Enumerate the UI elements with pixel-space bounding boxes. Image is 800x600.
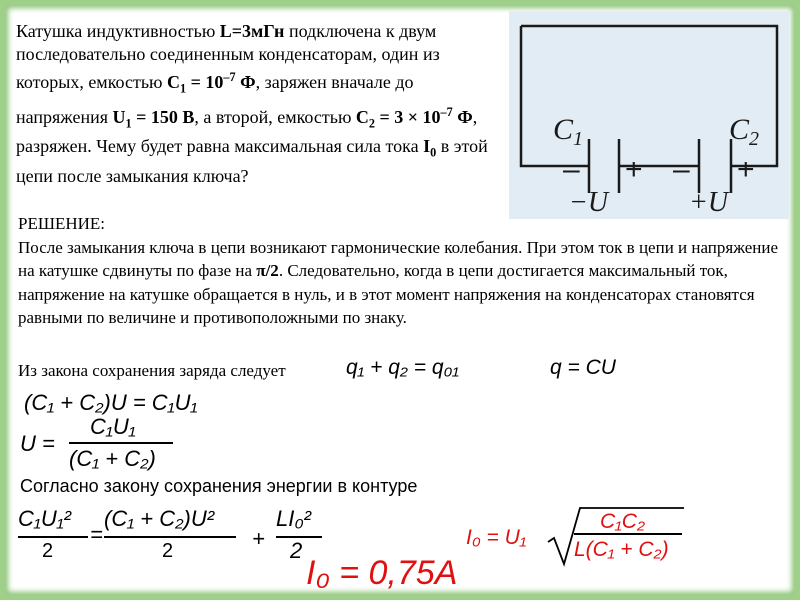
phase-shift: π/2 <box>256 261 279 280</box>
c1-voltage-label: −U <box>569 187 609 218</box>
u1-value: = 150 В <box>131 106 195 127</box>
i0-subscript: 0 <box>430 145 437 160</box>
c1-unit: Ф <box>235 72 256 92</box>
charge-equation: (C₁ + C₂)U = C₁U₁ <box>24 390 198 415</box>
charge-law-text: Из закона сохранения заряда следует <box>18 361 286 380</box>
energy-term1-numerator: C₁U₁² <box>18 506 71 531</box>
u1-symbol: U <box>112 106 126 127</box>
c2-label: $C_2$ <box>729 113 760 150</box>
charge-cu-formula: q = CU <box>550 356 616 379</box>
u1-subscript: 1 <box>125 116 132 131</box>
fraction-bar <box>104 536 236 538</box>
problem-text: в этой цепи после замыкания ключа? <box>16 136 488 186</box>
problem-text: Катушка индуктивностью <box>16 21 220 41</box>
problem-text: , а второй, емкостью <box>194 106 356 127</box>
energy-term1-denominator: 2 <box>42 540 54 562</box>
energy-term2-numerator: (C₁ + C₂)U² <box>104 506 215 531</box>
solution-text-part: После замыкания ключа в цепи возникают гармонические колебания. При этом ток в цепи и напряжение на катушке сдвинуты по фазе на <box>18 237 779 280</box>
answer: I₀ = 0,75A <box>306 554 458 592</box>
i0-symbol: I <box>423 136 431 157</box>
c2-subscript: 2 <box>368 116 376 131</box>
c1-symbol: C <box>167 72 180 92</box>
circuit-svg <box>509 11 789 219</box>
problem-statement <box>16 20 496 188</box>
energy-term3-numerator: LI₀² <box>276 506 311 531</box>
slide <box>6 6 794 594</box>
current-formula-denominator: L(C₁ + C₂) <box>574 538 669 561</box>
solution-text <box>18 212 788 330</box>
problem-text: , разряжен. Чему будет равна максимальная сила тока <box>16 106 478 157</box>
c1-minus-sign: – <box>563 153 580 186</box>
energy-term2-denominator: 2 <box>162 540 174 562</box>
energy-term3-denominator: 2 <box>290 538 303 563</box>
c1-value: = 10 <box>186 72 224 92</box>
c1-subscript: 1 <box>180 81 187 96</box>
c2-value: = 3 × 10 <box>375 106 441 127</box>
voltage-denominator: (C₁ + C₂) <box>69 446 156 471</box>
c2-plus-sign: + <box>737 153 755 186</box>
c2-exponent: –7 <box>440 104 453 119</box>
c2-symbol: C <box>355 106 369 127</box>
problem-text: , заряжен вначале до напряжения <box>16 72 414 127</box>
voltage-equation-lhs: U = <box>20 431 55 456</box>
current-formula-numerator: C₁C₂ <box>600 510 645 533</box>
charge-sum-formula: q₁ + q₂ = q₀₁ <box>346 356 460 379</box>
c1-label: $C_1$ <box>553 113 584 150</box>
fraction-bar <box>18 536 88 538</box>
solution-text-part: . Следовательно, когда в цепи достигается максимальный ток, напряжение на катушке обращается в нуль, и в этот момент напряжения на конденсаторах становятся равными по величине и противоположными по знаку. <box>18 261 755 327</box>
solution-paragraph <box>18 236 788 330</box>
c2-voltage-label: +U <box>689 187 729 218</box>
energy-plus: + <box>252 526 265 551</box>
solution-heading: РЕШЕНИЕ: <box>18 214 106 233</box>
c1-plus-sign: + <box>625 153 643 186</box>
fraction-bar <box>69 442 173 444</box>
voltage-numerator: C₁U₁ <box>90 414 136 439</box>
energy-equals: = <box>90 522 103 547</box>
c2-minus-sign: – <box>673 153 690 186</box>
current-formula-lhs: I₀ = U₁ <box>466 526 527 549</box>
inductance-value: L=3мГн <box>219 21 285 41</box>
circuit-diagram <box>509 11 789 219</box>
problem-text: подключена к двум последовательно соединенным конденсаторам, один из которых, емкостью <box>16 21 440 92</box>
energy-law-text: Согласно закону сохранения энергии в контуре <box>20 476 418 496</box>
c1-exponent: –7 <box>223 70 236 84</box>
c2-unit: Ф <box>452 106 473 127</box>
